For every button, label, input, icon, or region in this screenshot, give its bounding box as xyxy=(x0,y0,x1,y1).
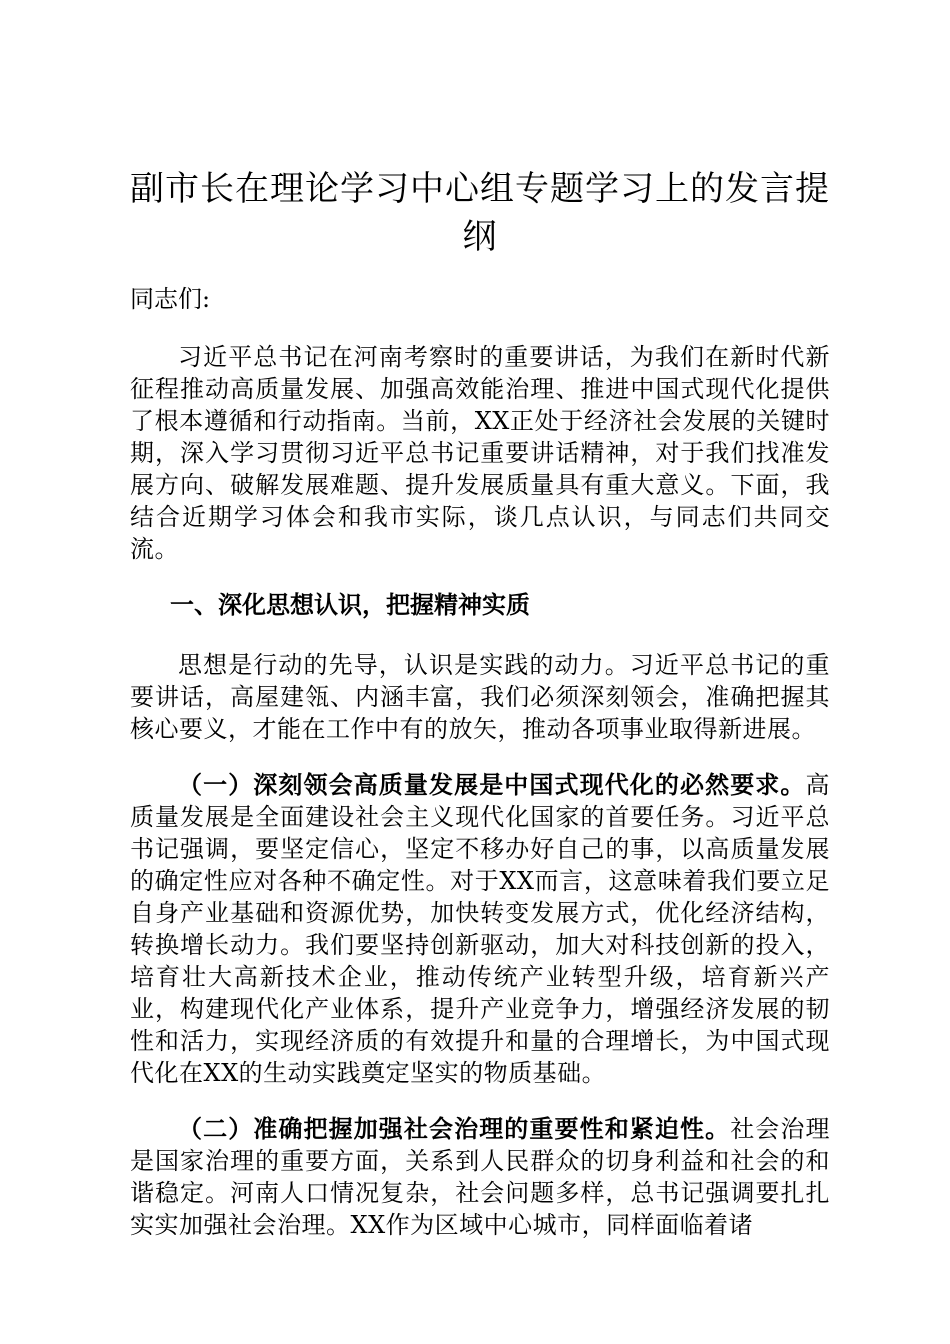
document-page xyxy=(130,165,830,1265)
point-body-2: 社会治理是国家治理的重要方面，关系到人民群众的切身利益和社会的和谐稳定。河南人口情况复杂，社会问题多样，总书记强调要扎扎实实加强社会治理。XX作为区域中心城市，同样面临着诸 xyxy=(130,1115,831,1239)
document-title: 副市长在理论学习中心组专题学习上的发言提纲 xyxy=(130,169,830,257)
intro-paragraph: 习近平总书记在河南考察时的重要讲话，为我们在新时代新征程推动高质量发展、加强高效能治理、推进中国式现代化提供了根本遵循和行动指南。当前，XX正处于经济社会发展的关键时期，深入学习贯彻习近平总书记重要讲话精神，对于我们找准发展方向、破解发展难题、提升发展质量具有重大意义。下面，我结合近期学习体会和我市实际，谈几点认识，与同志们共同交流。 xyxy=(130,343,830,563)
point-lead-2: （二）准确把握加强社会治理的重要性和紧迫性。 xyxy=(178,1114,731,1143)
point-lead-1: （一）深刻领会高质量发展是中国式现代化的必然要求。 xyxy=(178,770,806,799)
point-paragraph-1 xyxy=(130,769,830,1089)
section-paragraph: 思想是行动的先导，认识是实践的动力。习近平总书记的重要讲话，高屋建瓴、内涵丰富，我们必须深刻领会，准确把握其核心要义，才能在工作中有的放矢，推动各项事业取得新进展。 xyxy=(130,651,830,743)
section-heading: 一、深化思想认识，把握精神实质 xyxy=(170,590,530,619)
point-paragraph-2 xyxy=(130,1113,830,1241)
point-body-1: 高质量发展是全面建设社会主义现代化国家的首要任务。习近平总书记强调，要坚定信心，坚定不移办好自己的事，以高质量发展的确定性应对各种不确定性。对于XX而言，这意味着我们要立足自身产业基础和资源优势，加快转变发展方式，优化经济结构，转换增长动力。我们要坚持创新驱动，加大对科技创新的投入，培育壮大高新技术企业，推动传统产业转型升级，培育新兴产业，构建现代化产业体系，提升产业竞争力，增强经济发展的韧性和活力，实现经济质的有效提升和量的合理增长，为中国式现代化在XX的生动实践奠定坚实的物质基础。 xyxy=(130,771,830,1087)
salutation: 同志们: xyxy=(130,285,211,313)
